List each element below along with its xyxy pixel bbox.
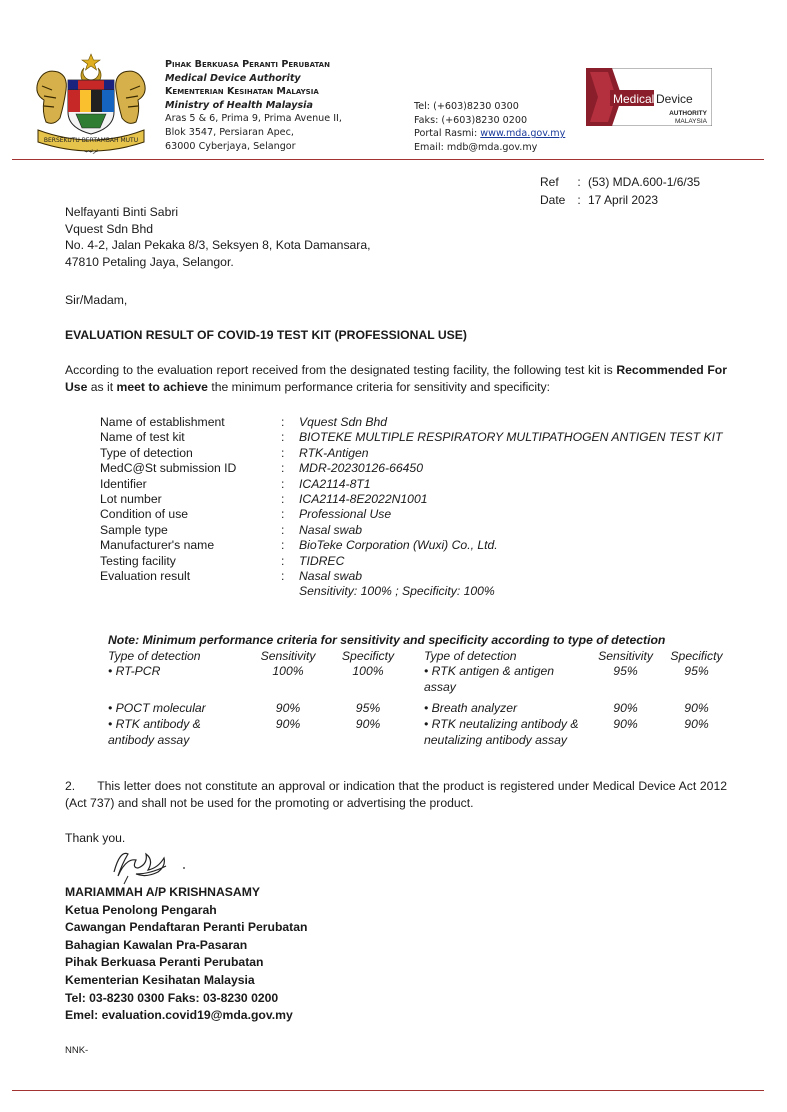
detail-row <box>100 492 730 507</box>
detail-sep: : <box>281 461 285 476</box>
detail-label: Lot number <box>100 492 162 507</box>
sensitivity-value: 90% <box>275 716 301 731</box>
signatory-line: Cawangan Pendaftaran Peranti Perubatan <box>65 920 308 935</box>
portal-line <box>414 127 565 141</box>
org-line: Blok 3547, Persiaran Apec, <box>165 126 294 138</box>
detail-value: BIOTEKE MULTIPLE RESPIRATORY MULTIPATHOGEN ANTIGEN TEST KIT <box>299 430 723 445</box>
disclaimer-paragraph: 2. This letter does not constitute an approval or indication that the product is registered under Medical Device Act 2012 (Act 737) and shall not be used for the promoting or advertising the product. <box>65 779 727 810</box>
signatory-line: Pihak Berkuasa Peranti Perubatan <box>65 955 264 970</box>
intro-text: According to the evaluation report received from the designated testing facility, the following test kit is <box>65 363 617 377</box>
intro-text: the minimum performance criteria for sensitivity and specificity: <box>207 379 550 394</box>
specificity-value: 90% <box>684 701 709 716</box>
column-header: Specificty <box>670 648 723 663</box>
detail-sep: : <box>281 492 285 507</box>
detail-row <box>100 569 730 600</box>
detection-type: RTK neutalizing antibody & neutalizing antibody assay <box>424 716 579 747</box>
specificity-value: 95% <box>355 701 381 716</box>
recipient-line: Vquest Sdn Bhd <box>65 221 154 236</box>
org-line: Ministry of Health Malaysia <box>165 99 313 111</box>
bullet: • <box>108 701 113 716</box>
date-sep: : <box>577 192 581 207</box>
org-address-block <box>165 58 342 153</box>
detection-type: Breath analyzer <box>431 701 518 716</box>
recipient-line: Nelfayanti Binti Sabri <box>65 205 179 219</box>
intro-paragraph <box>65 362 727 395</box>
detail-value: RTK-Antigen <box>299 445 369 460</box>
detail-value: Nasal swab <box>299 522 362 537</box>
specificity-value: 90% <box>684 716 709 731</box>
date-label: Date <box>540 192 566 207</box>
detection-type: RTK antigen & antigen assay <box>424 664 555 694</box>
detail-label: Manufacturer's name <box>100 538 215 553</box>
detail-value: ICA2114-8T1 <box>299 476 371 491</box>
detail-value: Professional Use <box>299 507 392 522</box>
specificity-value: 90% <box>355 716 381 731</box>
logo-word-medical: Medical <box>613 92 655 106</box>
detail-sep: : <box>281 445 285 460</box>
letter-subject: EVALUATION RESULT OF COVID-19 TEST KIT (PROFESSIONAL USE) <box>65 328 467 342</box>
detail-value <box>299 569 730 600</box>
intro-bold: Recommended For Use <box>65 363 727 394</box>
handwritten-signature <box>92 842 192 886</box>
detail-sep: : <box>281 569 285 584</box>
performance-criteria <box>108 633 730 748</box>
signatory-line: Bahagian Kawalan Pra-Pasaran <box>65 937 248 952</box>
email-line: Email: mdb@mda.gov.my <box>414 141 538 153</box>
criteria-header-row <box>108 649 730 665</box>
signatory-line: Emel: evaluation.covid19@mda.gov.my <box>65 1008 293 1023</box>
signatory-name: MARIAMMAH A/P KRISHNASAMY <box>65 885 260 899</box>
ref-value: (53) MDA.600-1/6/35 <box>588 175 701 189</box>
detail-sep: : <box>281 538 285 553</box>
signatory-line: Tel: 03-8230 0300 Faks: 03-8230 0200 <box>65 990 279 1005</box>
detection-type: RTK antibody & antibody assay <box>108 716 201 747</box>
recipient-address <box>65 204 371 270</box>
bullet: • <box>424 716 429 731</box>
bullet: • <box>424 664 429 679</box>
signatory-block <box>65 884 307 1025</box>
portal-label: Portal Rasmi: <box>414 128 481 140</box>
detail-label: Testing facility <box>100 553 176 568</box>
ref-sep: : <box>577 175 581 189</box>
test-kit-details <box>100 415 730 600</box>
detail-label: Type of detection <box>100 445 193 460</box>
detail-row <box>100 415 730 430</box>
sensitivity-value: 90% <box>613 716 638 731</box>
mda-logo <box>586 68 712 126</box>
signatory-line: Kementerian Kesihatan Malaysia <box>65 972 255 987</box>
specificity-value: 100% <box>352 664 384 679</box>
detail-row <box>100 477 730 492</box>
logo-authority: AUTHORITY <box>669 110 707 117</box>
faks-line: Faks: (+603)8230 0200 <box>414 114 528 126</box>
footer-divider <box>12 1090 764 1091</box>
malaysia-coat-of-arms-icon <box>32 52 150 154</box>
column-header: Sensitivity <box>598 648 653 663</box>
detail-row <box>100 507 730 522</box>
bullet: • <box>424 701 429 716</box>
bullet: • <box>108 716 113 731</box>
sensitivity-value: 100% <box>272 664 304 679</box>
detail-sep: : <box>281 476 285 491</box>
detail-row <box>100 523 730 538</box>
specificity-value: 95% <box>684 664 709 679</box>
intro-text: as it <box>87 379 117 394</box>
sensitivity-value: 90% <box>613 701 638 716</box>
recipient-line: No. 4-2, Jalan Pekaka 8/3, Seksyen 8, Kota Damansara, <box>65 238 371 252</box>
detail-sep: : <box>281 507 285 522</box>
criteria-row <box>108 717 730 748</box>
column-header: Type of detection <box>108 648 201 663</box>
crest-motto-text: ترتيب <box>83 147 99 154</box>
date-value: 17 April 2023 <box>588 192 659 207</box>
column-header: Specificty <box>341 648 395 663</box>
detail-value: MDR-20230126-66450 <box>299 461 423 476</box>
portal-link[interactable]: www.mda.gov.my <box>480 128 566 140</box>
sensitivity-value: 90% <box>275 701 301 716</box>
closing-thanks: Thank you. <box>65 831 126 845</box>
detection-type: RT-PCR <box>115 664 161 679</box>
evaluation-sample: Nasal swab <box>299 569 362 584</box>
signatory-line: Ketua Penolong Pengarah <box>65 902 217 917</box>
detail-value: BioTeke Corporation (Wuxi) Co., Ltd. <box>299 538 498 553</box>
detail-label: MedC@St submission ID <box>100 461 237 476</box>
bullet: • <box>108 664 113 679</box>
crest-ribbon-text: BERSEKUTU BERTAMBAH MUTU <box>43 137 139 144</box>
detail-row <box>100 461 730 476</box>
reference-block <box>538 173 702 210</box>
criteria-note: Note: Minimum performance criteria for sensitivity and specificity according to type of detection <box>108 633 666 647</box>
detail-label: Condition of use <box>100 507 189 522</box>
org-line: Medical Device Authority <box>165 72 301 84</box>
column-header: Type of detection <box>424 648 517 663</box>
ref-label: Ref <box>540 175 559 189</box>
org-line: Kementerian Kesihatan Malaysia <box>165 86 319 98</box>
org-line: Pihak Berkuasa Peranti Perubatan <box>165 59 330 70</box>
detail-label: Name of test kit <box>100 430 185 445</box>
header-divider <box>12 159 764 160</box>
logo-word-device: Device <box>656 92 693 106</box>
detail-value: TIDREC <box>299 553 345 568</box>
salutation: Sir/Madam, <box>65 293 128 307</box>
detail-value: ICA2114-8E2022N1001 <box>299 492 428 507</box>
detail-sep: : <box>281 430 285 445</box>
detail-row <box>100 446 730 461</box>
detail-label: Evaluation result <box>100 569 191 584</box>
evaluation-result: Sensitivity: 100% ; Specificity: 100% <box>299 584 495 599</box>
detail-row <box>100 554 730 569</box>
intro-bold: meet to achieve <box>116 379 208 394</box>
sensitivity-value: 95% <box>613 664 638 679</box>
recipient-line: 47810 Petaling Jaya, Selangor. <box>65 254 234 269</box>
criteria-row <box>108 664 730 701</box>
contact-block <box>414 100 565 154</box>
footer-code: NNK- <box>65 1045 89 1056</box>
detail-row <box>100 538 730 553</box>
logo-malaysia: MALAYSIA <box>674 118 707 125</box>
detail-sep: : <box>281 553 285 568</box>
detail-label: Sample type <box>100 522 168 537</box>
column-header: Sensitivity <box>260 648 316 663</box>
criteria-row <box>108 701 730 717</box>
criteria-table <box>108 649 730 749</box>
detail-sep: : <box>281 415 285 429</box>
tel-line: Tel: (+603)8230 0300 <box>414 101 519 112</box>
detail-value: Vquest Sdn Bhd <box>299 415 388 429</box>
detail-label: Identifier <box>100 476 147 491</box>
detection-type: POCT molecular <box>115 701 206 716</box>
org-line: Aras 5 & 6, Prima 9, Prima Avenue II, <box>165 113 342 125</box>
detail-sep: : <box>281 522 285 537</box>
detail-row <box>100 430 730 445</box>
org-line: 63000 Cyberjaya, Selangor <box>165 140 296 152</box>
detail-label: Name of establishment <box>100 415 225 429</box>
